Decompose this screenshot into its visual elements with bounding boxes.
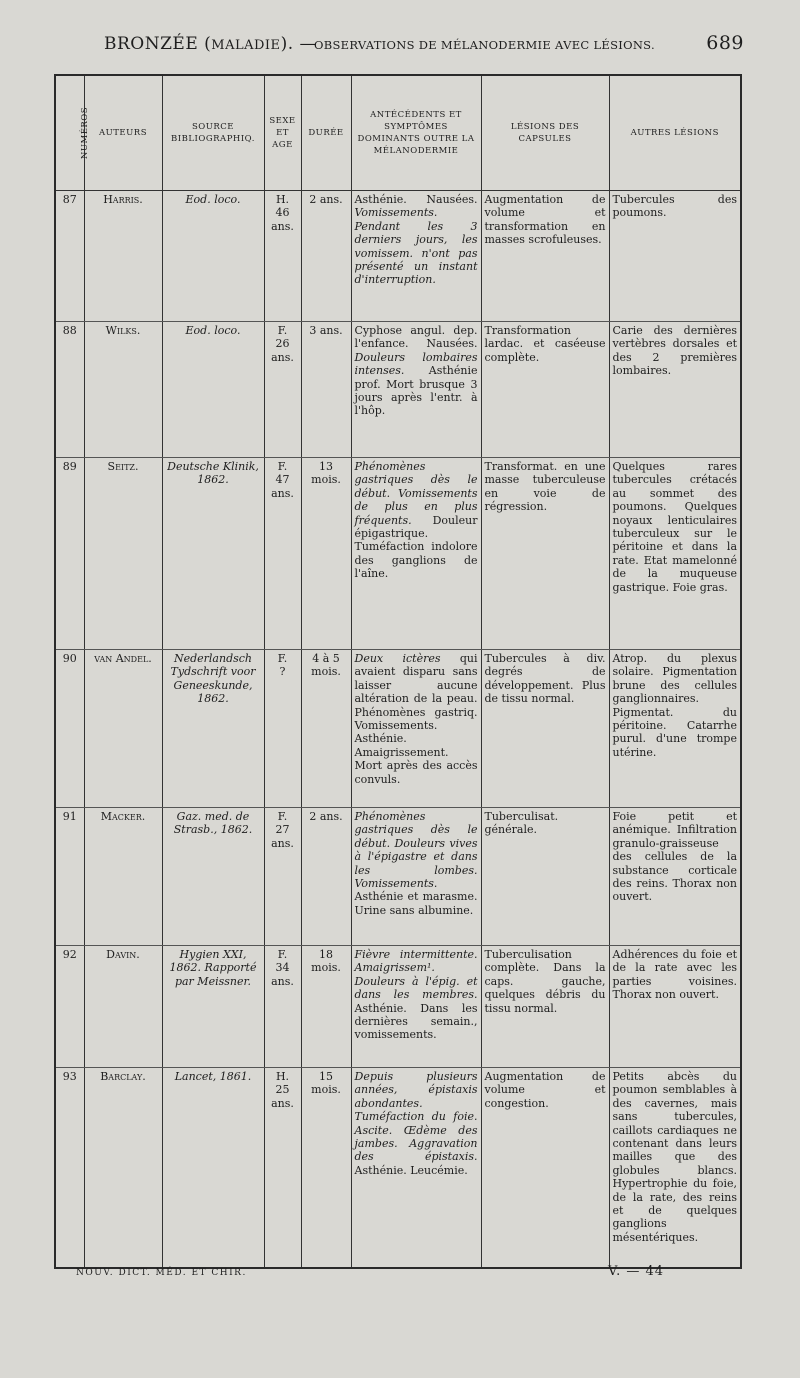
row-source: Lancet, 1861. <box>162 1068 264 1268</box>
row-duration: 18 mois. <box>301 946 351 1068</box>
row-author: Macker. <box>84 808 162 946</box>
title-main: BRONZÉE ( <box>104 34 212 54</box>
col-header-antecedents: ANTÉCÉDENTS ET SYMPTÔMES DOMINANTS OUTRE LA MÉLANODERMIE <box>351 75 481 191</box>
row-antecedents <box>351 946 481 1068</box>
ant-plain: Cyphose angul. dep. l'enfance. Nausées. <box>354 324 478 351</box>
row-source: Nederlandsch Tydschrift voor Geneeskunde, 1862. <box>162 650 264 808</box>
title-small: MALADIE <box>211 38 281 53</box>
row-number: 88 <box>55 322 84 458</box>
table-row <box>55 458 741 650</box>
row-sex-age <box>264 458 301 650</box>
ant-italic: Deux ictères <box>354 652 441 665</box>
row-sex: F. <box>277 810 288 823</box>
col-numeros-label: NUMÉROS <box>80 106 91 160</box>
ant-after: qui avaient disparu sans laisser aucune altération de la peau. Phénomènes gastriq. Vomissements. Asthénie. Amaigrissement. Mort après des accès convuls. <box>354 652 478 786</box>
col-header-autres: AUTRES LÉSIONS <box>609 75 741 191</box>
row-other-lesions: Petits abcès du poumon semblables à des cavernes, mais sans tubercules, caillots cardiaques ne contenant dans leurs mailles que des globules blancs. Hypertrophie du foie, de la rate, des reins et de quelques ganglions mésentériques. <box>609 1068 741 1268</box>
row-number: 92 <box>55 946 84 1068</box>
table-row <box>55 322 741 458</box>
running-header <box>104 32 744 58</box>
col-header-source: SOURCE BIBLIOGRAPHIQ. <box>162 75 264 191</box>
ant-after: Asthénie. Leucémie. <box>354 1163 468 1177</box>
col-header-lesions: LÉSIONS DES CAPSULES <box>481 75 609 191</box>
ant-italic: Phénomènes gastriques dès le début. Vomissements de plus en plus fréquents. <box>354 460 478 527</box>
row-other-lesions: Adhérences du foie et de la rate avec les parties voisines. Thorax non ouvert. <box>609 946 741 1068</box>
row-number: 90 <box>55 650 84 808</box>
header-title <box>104 34 317 54</box>
row-age: 27 ans. <box>271 823 294 850</box>
footer-volume: V. — 44 <box>608 1264 665 1279</box>
row-duration: 3 ans. <box>301 322 351 458</box>
ant-italic: Fièvre intermittente. Amaigrissem¹. Douleurs à l'épig. et dans les membres. <box>354 948 478 1002</box>
ant-after: Douleur épigastrique. Tuméfaction indolore des ganglions de l'aîne. <box>354 513 478 581</box>
row-number: 91 <box>55 808 84 946</box>
row-number: 89 <box>55 458 84 650</box>
col-header-numeros <box>55 75 91 191</box>
row-source: Eod. loco. <box>162 191 264 322</box>
row-other-lesions: Tubercules des poumons. <box>609 191 741 322</box>
row-sex-age <box>264 191 301 322</box>
row-source: Eod. loco. <box>162 322 264 458</box>
table-row <box>55 1068 741 1268</box>
row-lesions: Transformation lardac. et caséeuse complète. <box>481 322 609 458</box>
row-duration: 13 mois. <box>301 458 351 650</box>
row-author: van Andel. <box>84 650 162 808</box>
title-end: ). <box>280 34 294 54</box>
row-author: Davin. <box>84 946 162 1068</box>
ant-italic: Phénomènes gastriques dès le début. Douleurs vives à l'épigastre et dans les lombes. Vomissements. <box>354 810 478 891</box>
row-lesions: Augmentation de volume et transformation en masses scrofuleuses. <box>481 191 609 322</box>
row-author: Seitz. <box>84 458 162 650</box>
row-other-lesions: Foie petit et anémique. Infiltration granulo-graisseuse des cellules de la substance corticale des reins. Thorax non ouvert. <box>609 808 741 946</box>
row-source: Deutsche Klinik, 1862. <box>162 458 264 650</box>
row-age: 34 ans. <box>271 961 294 988</box>
col-header-auteurs: AUTEURS <box>84 75 162 191</box>
row-lesions: Augmentation de volume et congestion. <box>481 1068 609 1268</box>
row-age: 46 ans. <box>271 206 294 233</box>
row-other-lesions: Atrop. du plexus solaire. Pigmentation brune des cellules ganglionnaires. Pigmentat. du péritoine. Catarrhe purul. d'une trompe utérine. <box>609 650 741 808</box>
title-dash: — <box>299 34 318 54</box>
row-sex-age <box>264 946 301 1068</box>
ant-after: Asthénie prof. Mort brusque 3 jours après l'entr. à l'hôp. <box>354 364 478 418</box>
row-sex: F. <box>277 948 288 961</box>
row-sex: F. <box>277 652 288 665</box>
row-other-lesions: Quelques rares tubercules crétacés au sommet des poumons. Quelques noyaux lenticulaires tuberculeux sur le péritoine et dans la rate. Etat mamelonné de la muqueuse gastrique. Foie gras. <box>609 458 741 650</box>
observations-table <box>54 74 742 1269</box>
row-sex-age <box>264 322 301 458</box>
row-author: Wilks. <box>84 322 162 458</box>
row-age: 47 ans. <box>271 473 294 500</box>
table-header-row <box>55 75 741 191</box>
row-antecedents <box>351 808 481 946</box>
row-antecedents <box>351 191 481 322</box>
row-sex: H. <box>275 193 290 206</box>
row-sex-age <box>264 1068 301 1268</box>
table-row <box>55 808 741 946</box>
ant-after: Asthénie. Dans les dernières semain., vomissements. <box>354 1001 478 1042</box>
row-other-lesions: Carie des dernières vertèbres dorsales et des 2 premières lombaires. <box>609 322 741 458</box>
row-antecedents <box>351 1068 481 1268</box>
table-row <box>55 191 741 322</box>
row-sex: F. <box>277 324 288 337</box>
row-duration: 4 à 5 mois. <box>301 650 351 808</box>
row-sex-age <box>264 808 301 946</box>
ant-after: Asthénie et marasme. Urine sans albumine. <box>354 890 478 917</box>
row-source: Hygien XXI, 1862. Rapporté par Meissner. <box>162 946 264 1068</box>
row-duration: 2 ans. <box>301 808 351 946</box>
row-duration: 2 ans. <box>301 191 351 322</box>
row-number: 87 <box>55 191 84 322</box>
row-lesions: Tuberculisat. générale. <box>481 808 609 946</box>
footer-signature: NOUV. DICT. MÉD. ET CHIR. <box>76 1268 247 1278</box>
row-number: 93 <box>55 1068 84 1268</box>
row-antecedents <box>351 458 481 650</box>
row-source: Gaz. med. de Strasb., 1862. <box>162 808 264 946</box>
row-age: 26 ans. <box>271 337 294 364</box>
row-antecedents <box>351 322 481 458</box>
col-header-sexe: SEXE ET AGE <box>264 75 301 191</box>
row-author: Barclay. <box>84 1068 162 1268</box>
ant-italic: Depuis plusieurs années, épistaxis abondantes. Tuméfaction du foie. Ascite. Œdème des jambes. Aggravation des épistaxis. <box>354 1070 478 1164</box>
row-lesions: Tubercules à div. degrés de développement. Plus de tissu normal. <box>481 650 609 808</box>
table-row <box>55 946 741 1068</box>
ant-italic: Douleurs lombaires intenses. <box>354 350 478 378</box>
header-subtitle: OBSERVATIONS DE MÉLANODERMIE AVEC LÉSIONS. <box>314 38 655 52</box>
ant-italic: Vomissements. Pendant les 3 derniers jours, les vomissem. n'ont pas présenté un instant d'interruption. <box>354 206 478 287</box>
page-number: 689 <box>706 32 744 54</box>
row-sex: F. <box>277 460 288 473</box>
row-sex: H. <box>275 1070 290 1083</box>
table-row <box>55 650 741 808</box>
row-duration: 15 mois. <box>301 1068 351 1268</box>
row-lesions: Transformat. en une masse tuberculeuse en voie de régression. <box>481 458 609 650</box>
row-author: Harris. <box>84 191 162 322</box>
row-age: 25 ans. <box>271 1083 294 1110</box>
row-antecedents <box>351 650 481 808</box>
col-header-duree: DURÉE <box>301 75 351 191</box>
row-age: ? <box>279 665 286 679</box>
ant-plain: Asthénie. Nausées. <box>354 193 478 206</box>
row-sex-age <box>264 650 301 808</box>
row-lesions: Tuberculisation complète. Dans la caps. gauche, quelques débris du tissu normal. <box>481 946 609 1068</box>
